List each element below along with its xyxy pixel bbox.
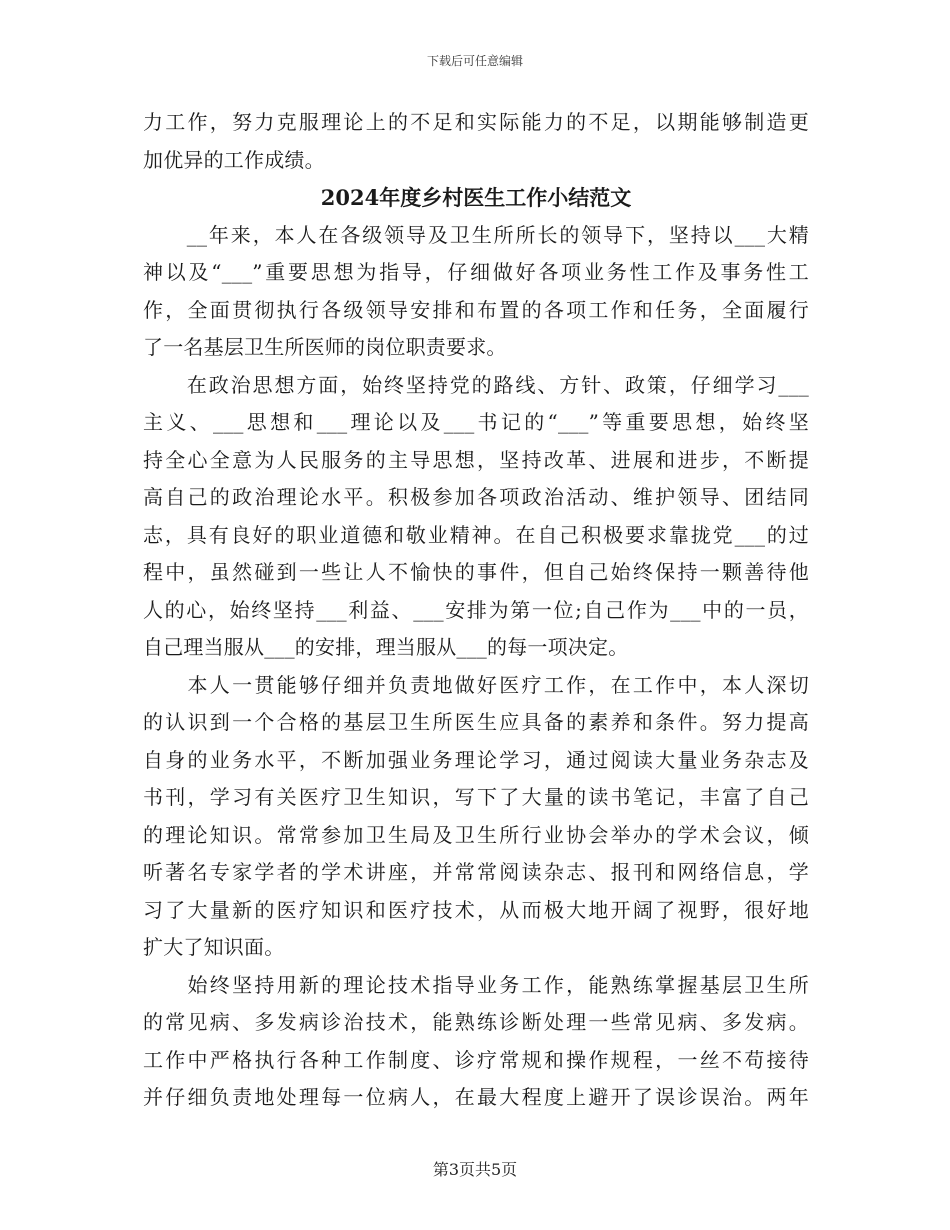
text-line: 神以及“___”重要思想为指导，仔细做好各项业务性工作及事务性工: [143, 260, 809, 284]
text-line: 自身的业务水平，不断加强业务理论学习，通过阅读大量业务杂志及: [143, 747, 809, 772]
document-body: [143, 104, 809, 1117]
text-line: 的认识到一个合格的基层卫生所医生应具备的素养和条件。努力提高: [143, 710, 809, 734]
text-line: 了一名基层卫生所医师的岗位职责要求。: [143, 335, 507, 359]
document-title: 2024年度乡村医生工作小结范文: [320, 185, 632, 210]
text-line: 加优异的工作成绩。: [143, 147, 325, 172]
paragraph: [143, 667, 809, 967]
text-line: 主义、___思想和___理论以及___书记的“___”等重要思想，始终坚: [143, 410, 809, 434]
text-line: 自己理当服从___的安排，理当服从___的每一项决定。: [143, 635, 629, 659]
text-line: 在政治思想方面，始终坚持党的路线、方针、政策，仔细学习___: [143, 372, 809, 397]
text-line: 力工作，努力克服理论上的不足和实际能力的不足，以期能够制造更: [143, 110, 809, 134]
text-line: 高自己的政治理论水平。积极参加各项政治活动、维护领导、团结同: [143, 485, 809, 509]
paragraph: [143, 367, 809, 667]
text-line: 始终坚持用新的理论技术指导业务工作，能熟练掌握基层卫生所: [143, 972, 809, 997]
text-line: 听著名专家学者的学术讲座，并常常阅读杂志、报刊和网络信息，学: [143, 860, 809, 884]
text-line: 的常见病、多发病诊治技术，能熟练诊断处理一些常见病、多发病。: [143, 1010, 809, 1034]
paragraph: [143, 967, 809, 1117]
text-line: 书刊，学习有关医疗卫生知识，写下了大量的读书笔记，丰富了自己: [143, 785, 809, 809]
text-line: 程中，虽然碰到一些让人不愉快的事件，但自己始终保持一颗善待他: [143, 560, 809, 584]
paragraph: [143, 217, 809, 367]
text-line: 人的心，始终坚持___利益、___安排为第一位;自己作为___中的一员，: [143, 597, 809, 622]
text-line: 的理论知识。常常参加卫生局及卫生所行业协会举办的学术会议，倾: [143, 822, 809, 847]
text-line: 志，具有良好的职业道德和敬业精神。在自己积极要求靠拢党___的过: [143, 522, 809, 547]
page-header-note: 下载后可任意编辑: [426, 54, 523, 68]
text-line: 作，全面贯彻执行各级领导安排和布置的各项工作和任务，全面履行: [143, 297, 809, 322]
text-line: 并仔细负责地处理每一位病人，在最大程度上避开了误诊误治。两年: [143, 1085, 809, 1109]
text-line: 习了大量新的医疗知识和医疗技术，从而极大地开阔了视野，很好地: [143, 897, 809, 922]
text-line: 持全心全意为人民服务的主导思想，坚持改革、进展和进步，不断提: [143, 447, 809, 472]
page-number: 第3页共5页: [432, 1160, 518, 1179]
text-line: 本人一贯能够仔细并负责地做好医疗工作，在工作中，本人深切: [143, 672, 809, 697]
text-line: 工作中严格执行各种工作制度、诊疗常规和操作规程，一丝不苟接待: [143, 1047, 809, 1072]
text-line: 扩大了知识面。: [143, 935, 285, 959]
text-line: __年来，本人在各级领导及卫生所所长的领导下，坚持以___大精: [143, 222, 809, 247]
